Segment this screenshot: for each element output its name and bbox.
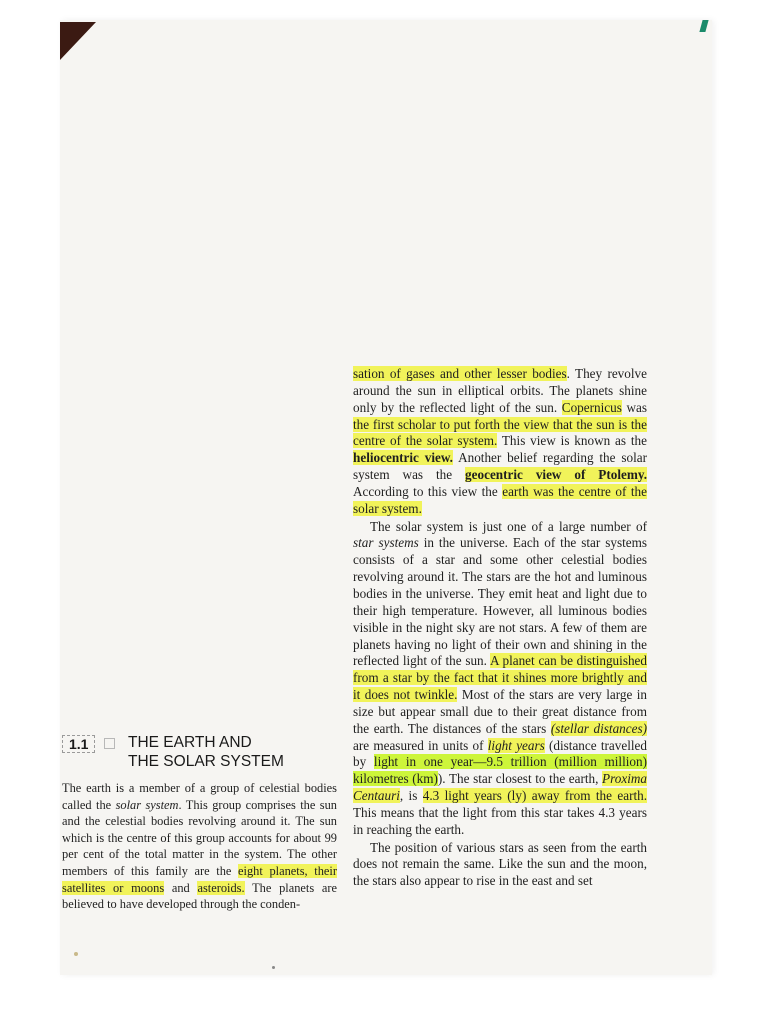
paragraph-3 <box>353 840 647 891</box>
text: . They revolve around the sun in elliptical orbits. The planets shine only by the reflected light of the sun. <box>353 366 647 415</box>
left-column <box>62 780 337 913</box>
text: ). The star closest to the earth, <box>437 771 603 787</box>
paragraph-intro <box>62 780 337 913</box>
text: in the universe. Each of the star systems consists of a star and some other celestial bodies revolving around it. The stars are the hot and luminous bodies in the universe. They emit heat and light due to their high temperature. However, all luminous bodies visible in the night sky are not stars. A few of them are planets having no light of their own and shining in the reflected light of the sun. <box>353 535 647 669</box>
right-column <box>353 366 647 890</box>
text: According to this view the <box>353 483 503 499</box>
text: was <box>621 399 647 415</box>
text: The solar system is just one of a large number of <box>370 518 647 534</box>
highlight: A planet can be distinguished from a star by the fact that it shines more brightly and it does not twinkle. <box>353 653 647 703</box>
highlight: sation of gases and other lesser bodies <box>353 366 567 381</box>
heading-square-icon <box>104 738 115 749</box>
highlight: eight planets, their satellites or moons <box>62 863 337 895</box>
text: are measured in units of <box>353 737 488 753</box>
text: This means that the light from this star takes 4.3 years in reaching the earth. <box>353 804 647 837</box>
highlight: asteroids. <box>197 880 245 895</box>
speck <box>272 966 275 969</box>
section-title <box>128 733 348 771</box>
text: The position of various stars as seen from the earth does not remain the same. Like the sun and the moon, the stars also appear to rise in the east and set <box>353 839 647 889</box>
section-number: 1.1 <box>62 735 95 753</box>
highlight: earth was the centre of the solar system. <box>353 483 647 516</box>
text: . This group comprises the sun and the celestial bodies revolving around it. The sun which is the centre of this group accounts for about 99 per cent of the total matter in the system. The other members of this family are the <box>62 797 337 878</box>
text: The planets are believed to have developed through the conden- <box>62 880 337 912</box>
page-corner-mark <box>60 22 96 60</box>
paragraph-1 <box>353 366 647 518</box>
highlight-italic: light years <box>487 737 545 753</box>
text: Most of the stars are very large in size but appear small due to their great distance from the earth. The distances of the stars <box>353 687 647 736</box>
text: , is <box>399 788 423 804</box>
speck <box>74 952 78 956</box>
highlight-bold: geocentric view of Ptolemy. <box>465 467 647 483</box>
text: This view is known as the <box>497 433 647 449</box>
text: and <box>164 880 198 895</box>
highlight-italic: Proxima Centauri <box>353 771 647 804</box>
text: The earth is a member of a group of celestial bodies called the <box>62 781 337 812</box>
section-title-line-2: THE SOLAR SYSTEM <box>128 753 284 770</box>
highlight-green: light in one year—9.5 trillion (million million) kilometres (km) <box>353 754 647 787</box>
highlight: 4.3 light years (ly) away from the earth. <box>422 788 648 804</box>
highlight-bold: heliocentric view. <box>353 450 453 466</box>
text: Another belief regarding the solar system was the <box>353 450 647 483</box>
paragraph-2 <box>353 519 647 839</box>
italic-text: solar system <box>115 797 179 812</box>
highlight-italic: (stellar distances) <box>550 720 647 736</box>
highlight: Copernicus <box>561 399 622 415</box>
text: (distance travelled by <box>353 737 647 770</box>
section-title-line-1: THE EARTH AND <box>128 734 252 751</box>
italic-text: star systems <box>353 535 419 551</box>
highlight: the first scholar to put forth the view that the sun is the centre of the solar system. <box>353 416 647 449</box>
